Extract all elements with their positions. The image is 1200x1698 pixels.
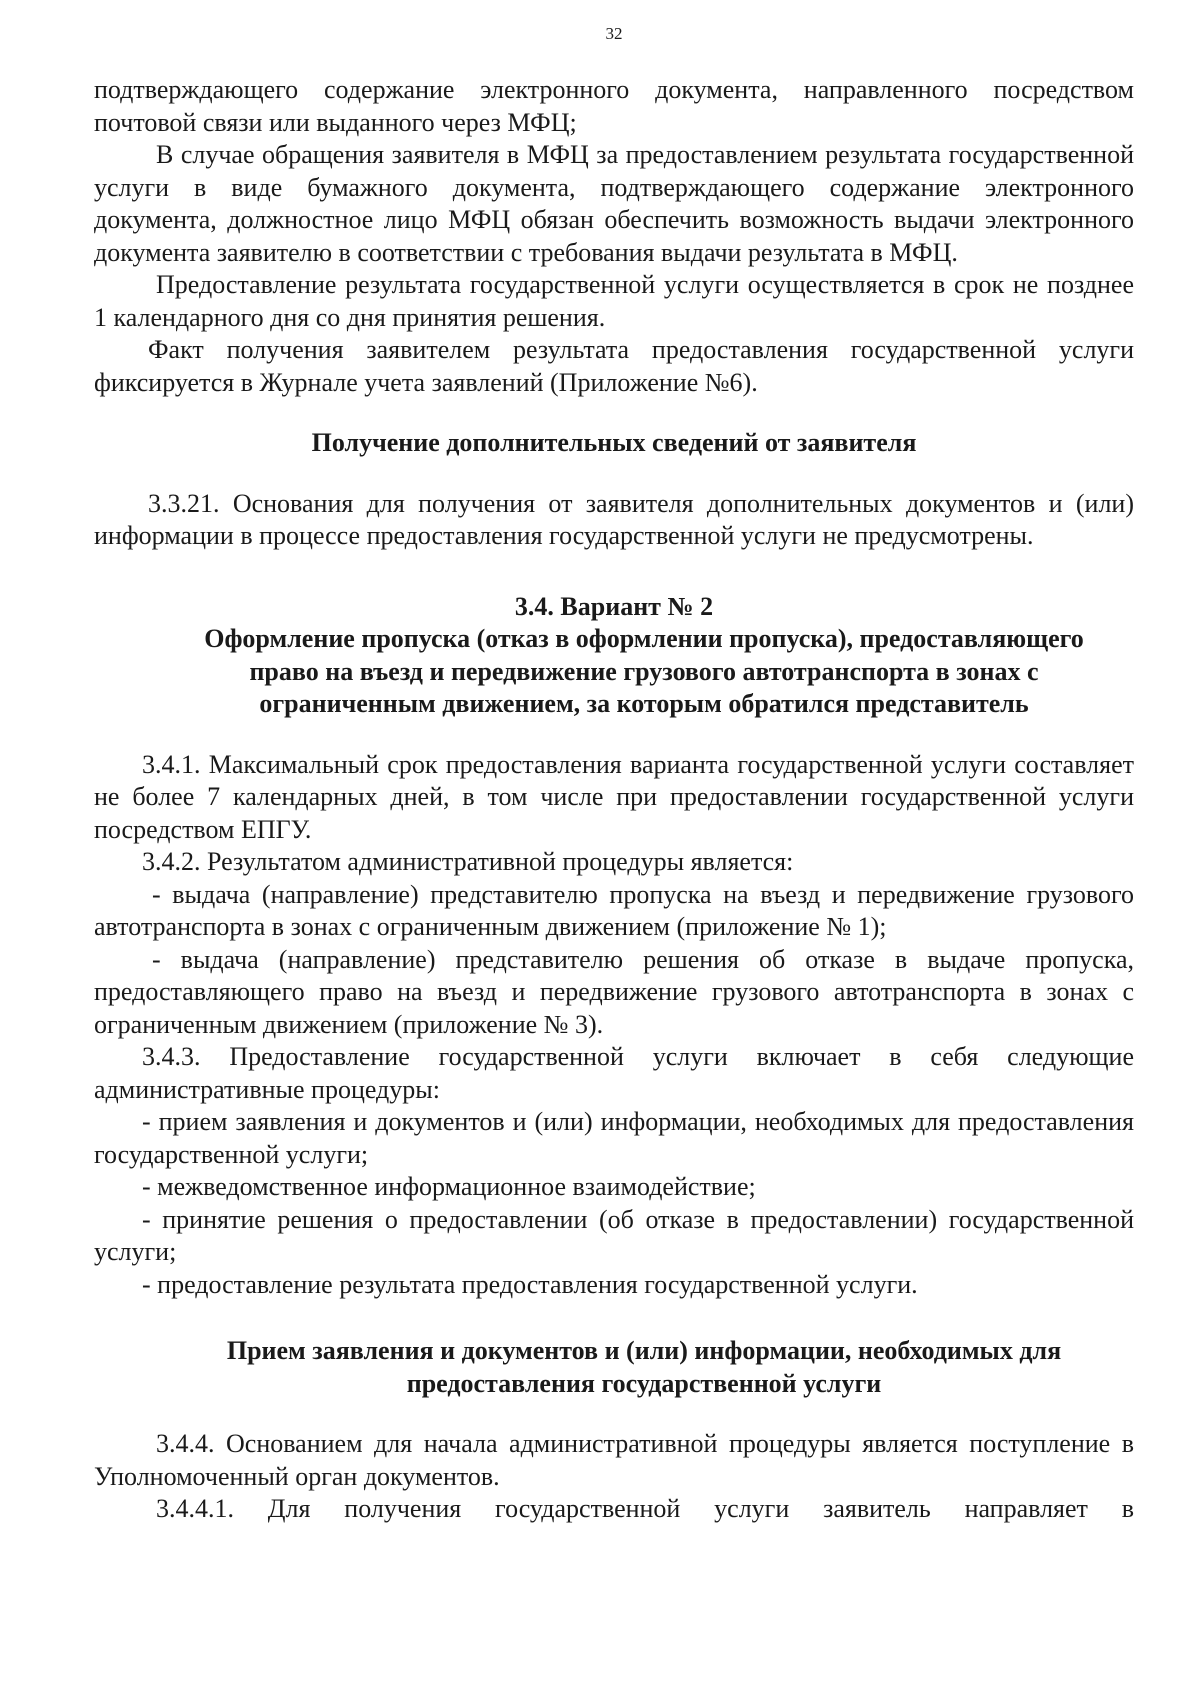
list-item-issue-pass: - выдача (направление) представителю пропуска на въезд и передвижение грузового автотранспорта в зонах с ограниченным движением (приложение № 1); bbox=[94, 879, 1134, 941]
paragraph-3-4-1: 3.4.1. Максимальный срок предоставления варианта государственной услуги составляет не более 7 календарных дней, в том числе при предоставлении государственной услуги посредством ЕПГУ. bbox=[94, 749, 1134, 844]
section-3-4-title: 3.4. Вариант № 2 bbox=[514, 591, 714, 621]
heading-additional-info: Получение дополнительных сведений от заявителя bbox=[311, 428, 917, 457]
page-number: 32 bbox=[605, 24, 623, 43]
section-3-4-subtitle-line1: Оформление пропуска (отказ в оформлении пропуска), предоставляющего bbox=[204, 624, 1084, 653]
section-3-4-subtitle-line2: право на въезд и передвижение грузового автотранспорта в зонах с bbox=[249, 656, 1039, 686]
document-body bbox=[94, 74, 1134, 1526]
list-item-decision: - принятие решения о предоставлении (об отказе в предоставлении) государственной услуги; bbox=[94, 1204, 1134, 1266]
section-3-4-subtitle-line3: ограниченным движением, за которым обратился представитель bbox=[259, 689, 1029, 718]
paragraph-3-4-3: 3.4.3. Предоставление государственной услуги включает в себя следующие административные процедуры: bbox=[94, 1042, 1134, 1104]
paragraph-3-4-2: 3.4.2. Результатом административной процедуры является: bbox=[142, 847, 794, 876]
paragraph-3-4-4-1: 3.4.4.1. Для получения государственной услуги заявитель направляет в bbox=[156, 1494, 1134, 1523]
heading-reception-line2: предоставления государственной услуги bbox=[406, 1368, 882, 1398]
paragraph-continuation: подтверждающего содержание электронного документа, направленного посредством почтовой связи или выданного через МФЦ; bbox=[94, 75, 1134, 137]
paragraph-3-4-4: 3.4.4. Основанием для начала административной процедуры является поступление в Уполномоченный орган документов. bbox=[94, 1429, 1134, 1491]
paragraph-result-deadline: Предоставление результата государственной услуги осуществляется в срок не позднее 1 календарного дня со дня принятия решения. bbox=[94, 270, 1134, 332]
paragraph-3-3-21: 3.3.21. Основания для получения от заявителя дополнительных документов и (или) информации в процессе предоставления государственной услуги не предусмотрены. bbox=[94, 488, 1134, 550]
paragraph-mfc-paper-result: В случае обращения заявителя в МФЦ за предоставлением результата государственной услуги в виде бумажного документа, подтверждающего содержание электронного документа, должностное лицо МФЦ обязан обеспечить возможность выдачи электронного документа заявителю в соответствии с требования выдачи результата в МФЦ. bbox=[94, 140, 1134, 267]
heading-reception-line1: Прием заявления и документов и (или) информации, необходимых для bbox=[226, 1336, 1062, 1365]
list-item-issue-refusal: - выдача (направление) представителю решения об отказе в выдаче пропуска, предоставляющего право на въезд и передвижение грузового автотранспорта в зонах с ограниченным движением (приложение № 3). bbox=[94, 944, 1134, 1039]
list-item-result: - предоставление результата предоставления государственной услуги. bbox=[142, 1269, 918, 1299]
paragraph-result-journal: Факт получения заявителем результата предоставления государственной услуги фиксируется в Журнале учета заявлений (Приложение №6). bbox=[94, 335, 1134, 397]
list-item-reception: - прием заявления и документов и (или) информации, необходимых для предоставления государственной услуги; bbox=[94, 1107, 1134, 1169]
list-item-interagency: - межведомственное информационное взаимодействие; bbox=[142, 1172, 756, 1201]
